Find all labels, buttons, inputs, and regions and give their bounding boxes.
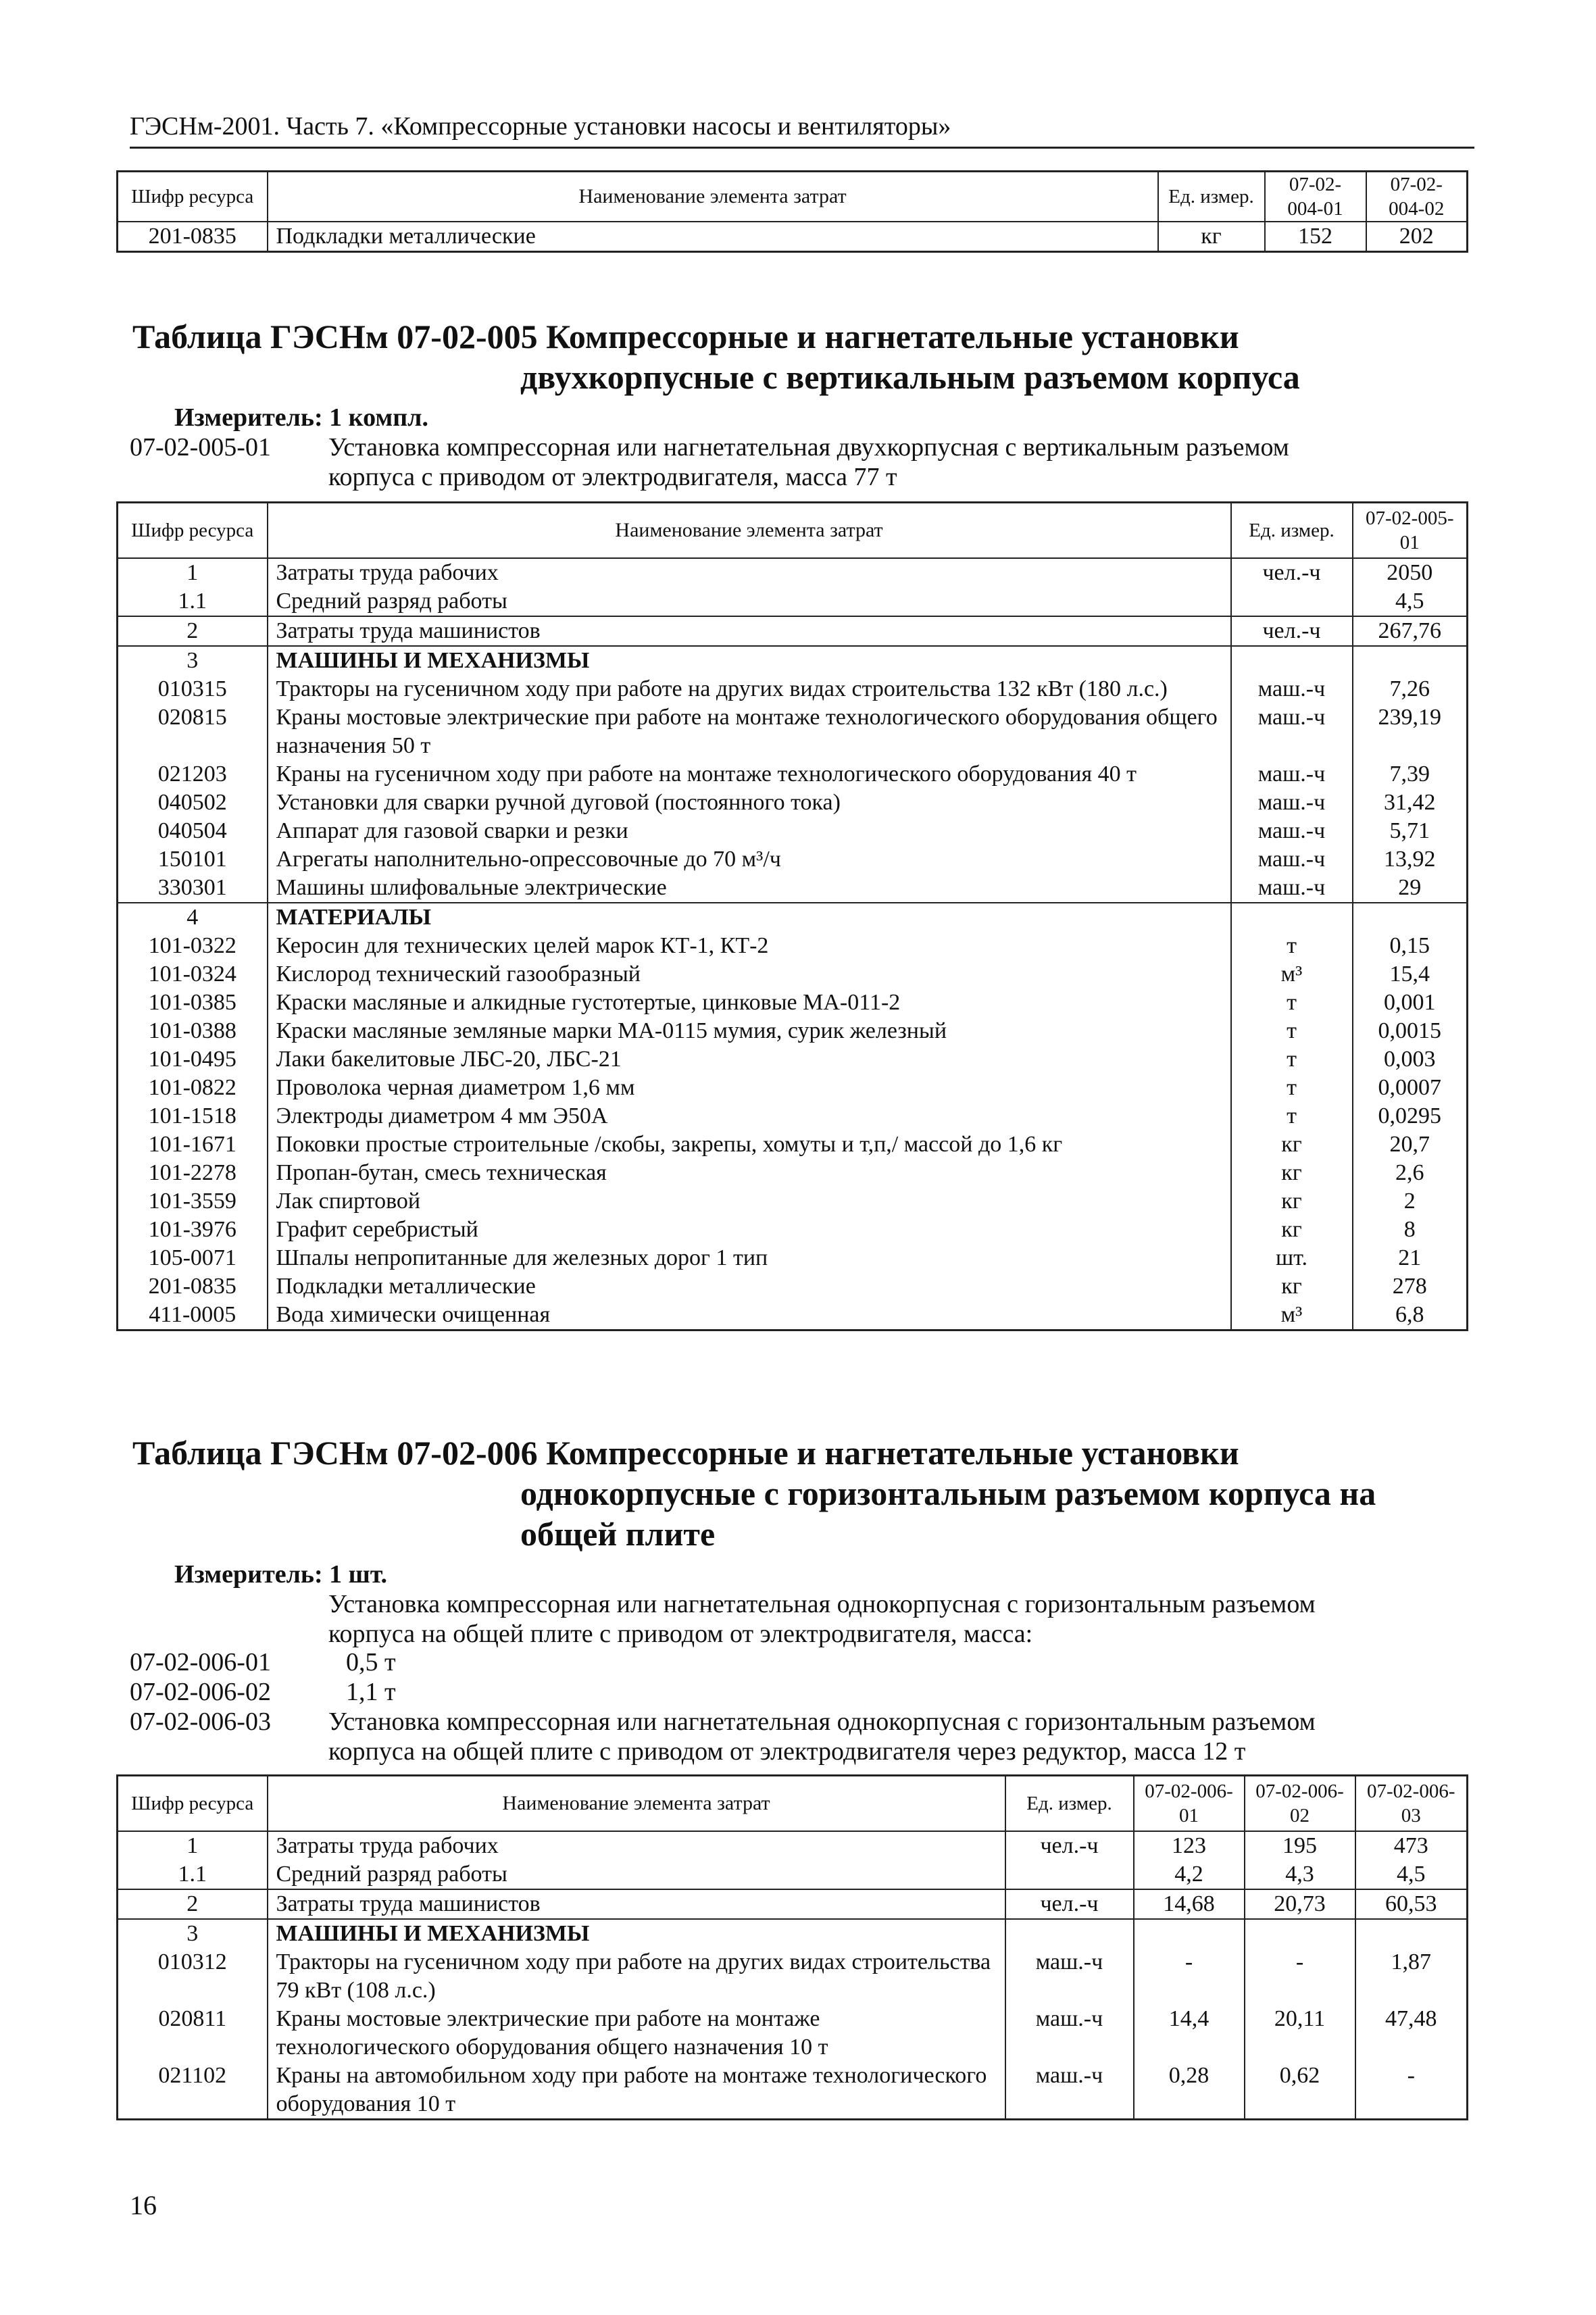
value-cell: 2 xyxy=(1353,1187,1468,1216)
resource-name-cell: Затраты труда машинистов xyxy=(268,616,1231,646)
resource-code-cell: 020811 xyxy=(118,2005,268,2062)
resource-code-cell: 4 xyxy=(118,903,268,932)
value-cell: 5,71 xyxy=(1353,817,1468,845)
resource-code-cell: 101-1518 xyxy=(118,1102,268,1130)
unit-cell: кг xyxy=(1231,1216,1353,1244)
value-cell: - xyxy=(1355,2062,1468,2120)
value-cell: 4,2 xyxy=(1134,1860,1245,1889)
title-line: Таблица ГЭСНм 07-02-006 Компрессорные и нагнетательные установки xyxy=(132,1434,1239,1472)
resource-code-cell: 150101 xyxy=(118,845,268,874)
unit-cell: маш.-ч xyxy=(1231,675,1353,703)
page-number: 16 xyxy=(130,2190,157,2220)
resource-name-cell: Проволока черная диаметром 1,6 мм xyxy=(268,1074,1231,1102)
col-head-price: 07-02-004-02 xyxy=(1366,172,1468,222)
resource-code-cell: 411-0005 xyxy=(118,1301,268,1330)
unit-cell: кг xyxy=(1231,1130,1353,1159)
unit-cell xyxy=(1231,903,1353,932)
resource-name-cell: МАШИНЫ И МЕХАНИЗМЫ xyxy=(268,1919,1005,1948)
resource-code-cell: 201-0835 xyxy=(118,222,268,252)
resource-code-cell: 1 xyxy=(118,558,268,587)
resource-table-006 xyxy=(116,1774,1468,2120)
resource-code-cell: 1.1 xyxy=(118,1860,268,1889)
table-row xyxy=(118,1244,1468,1272)
intro-text xyxy=(328,1589,1474,1649)
unit-cell: т xyxy=(1231,1074,1353,1102)
unit-cell xyxy=(1005,1919,1134,1948)
price-text: 1,1 т xyxy=(346,1678,396,1706)
table-row xyxy=(118,1831,1468,1860)
unit-cell: т xyxy=(1231,1102,1353,1130)
unit-cell: кг xyxy=(1231,1187,1353,1216)
resource-name-cell: Электроды диаметром 4 мм Э50А xyxy=(268,1102,1231,1130)
resource-name-cell: Затраты труда рабочих xyxy=(268,558,1231,587)
resource-code-cell: 101-0322 xyxy=(118,932,268,960)
intro-line: Установка компрессорная или нагнетательная однокорпусная с горизонтальным разъемом xyxy=(328,1590,1316,1618)
value-cell: 473 xyxy=(1355,1831,1468,1860)
table-row xyxy=(118,1272,1468,1301)
value-cell: 2,6 xyxy=(1353,1159,1468,1187)
desc-line: Установка компрессорная или нагнетательная двухкорпусная с вертикальным разъемом xyxy=(328,433,1289,462)
value-cell: 21 xyxy=(1353,1244,1468,1272)
price-item xyxy=(130,1677,1474,1707)
resource-name-cell: Краны на автомобильном ходу при работе на монтаже технологического оборудования 10 т xyxy=(268,2062,1005,2120)
table-row xyxy=(118,1074,1468,1102)
unit-cell: м³ xyxy=(1231,960,1353,989)
resource-name-cell: Средний разряд работы xyxy=(268,587,1231,616)
resource-name-cell: Кислород технический газообразный xyxy=(268,960,1231,989)
table-row xyxy=(118,789,1468,817)
unit-cell: маш.-ч xyxy=(1231,760,1353,789)
table-group-row xyxy=(118,646,1468,675)
table-row xyxy=(118,1017,1468,1045)
price-description xyxy=(130,432,1474,493)
unit-cell: чел.-ч xyxy=(1005,1831,1134,1860)
resource-code-cell: 2 xyxy=(118,616,268,646)
title-line: однокорпусные с горизонтальным разъемом корпуса на xyxy=(520,1474,1376,1512)
resource-name-cell: Краны мостовые электрические при работе на монтаже технологического оборудования общего назначения 50 т xyxy=(268,703,1231,760)
col-head-price: 07-02-006-03 xyxy=(1355,1776,1468,1831)
value-cell xyxy=(1355,1919,1468,1948)
col-head-name: Наименование элемента затрат xyxy=(268,172,1158,222)
table-row xyxy=(118,845,1468,874)
resource-name-cell: Тракторы на гусеничном ходу при работе на других видах строительства 132 кВт (180 л.с.) xyxy=(268,675,1231,703)
value-cell: 0,62 xyxy=(1245,2062,1355,2120)
resource-code-cell: 3 xyxy=(118,646,268,675)
value-cell xyxy=(1245,1919,1355,1948)
value-cell: 31,42 xyxy=(1353,789,1468,817)
value-cell: - xyxy=(1245,1948,1355,2005)
value-cell: 29 xyxy=(1353,874,1468,903)
table-row xyxy=(118,1216,1468,1244)
resource-name-cell: Подкладки металлические xyxy=(268,1272,1231,1301)
value-cell: 6,8 xyxy=(1353,1301,1468,1330)
value-cell: 14,68 xyxy=(1134,1889,1245,1919)
col-head-unit: Ед. измер. xyxy=(1158,172,1265,222)
resource-name-cell: Краны мостовые электрические при работе на монтаже технологического оборудования общего назначения 10 т xyxy=(268,2005,1005,2062)
resource-name-cell: Пропан-бутан, смесь техническая xyxy=(268,1159,1231,1187)
unit-cell: т xyxy=(1231,1045,1353,1074)
desc-line: корпуса с приводом от электродвигателя, масса 77 т xyxy=(328,463,897,491)
value-cell: - xyxy=(1134,1948,1245,2005)
resource-name-cell: Аппарат для газовой сварки и резки xyxy=(268,817,1231,845)
table-row xyxy=(118,222,1468,252)
value-cell: 4,3 xyxy=(1245,1860,1355,1889)
resource-code-cell: 1.1 xyxy=(118,587,268,616)
resource-code-cell: 010312 xyxy=(118,1948,268,2005)
table-row xyxy=(118,1301,1468,1330)
value-cell: 0,001 xyxy=(1353,989,1468,1017)
value-cell: 0,0007 xyxy=(1353,1074,1468,1102)
value-cell: 1,87 xyxy=(1355,1948,1468,2005)
resource-code-cell: 105-0071 xyxy=(118,1244,268,1272)
price-text: 0,5 т xyxy=(346,1648,396,1676)
value-cell: 60,53 xyxy=(1355,1889,1468,1919)
table-row xyxy=(118,703,1468,760)
value-cell: 0,0295 xyxy=(1353,1102,1468,1130)
resource-name-cell: Краски масляные и алкидные густотертые, цинковые МА-011-2 xyxy=(268,989,1231,1017)
value-cell xyxy=(1134,1919,1245,1948)
unit-cell: маш.-ч xyxy=(1231,817,1353,845)
value-cell: 4,5 xyxy=(1353,587,1468,616)
resource-name-cell: Затраты труда рабочих xyxy=(268,1831,1005,1860)
value-cell: 0,003 xyxy=(1353,1045,1468,1074)
continuation-table xyxy=(116,170,1468,253)
meter-label: Измеритель: xyxy=(174,1560,323,1589)
table-row xyxy=(118,960,1468,989)
value-cell: 202 xyxy=(1366,222,1468,252)
table-row xyxy=(118,1159,1468,1187)
value-cell: 278 xyxy=(1353,1272,1468,1301)
col-head-price: 07-02-004-01 xyxy=(1265,172,1366,222)
resource-name-cell: Агрегаты наполнительно-опрессовочные до 70 м³/ч xyxy=(268,845,1231,874)
meter-value: 1 компл. xyxy=(329,403,428,432)
resource-code-cell: 101-0324 xyxy=(118,960,268,989)
resource-code-cell: 021102 xyxy=(118,2062,268,2120)
unit-cell: кг xyxy=(1231,1272,1353,1301)
value-cell: 14,4 xyxy=(1134,2005,1245,2062)
col-head-price: 07-02-006-01 xyxy=(1134,1776,1245,1831)
meter-value: 1 шт. xyxy=(329,1560,388,1589)
resource-code-cell: 3 xyxy=(118,1919,268,1948)
table-row xyxy=(118,2062,1468,2120)
table-row xyxy=(118,989,1468,1017)
meter-005 xyxy=(174,403,428,432)
price-code: 07-02-006-03 xyxy=(130,1708,271,1736)
resource-code-cell: 101-2278 xyxy=(118,1159,268,1187)
col-head-code: Шифр ресурса xyxy=(118,503,268,558)
resource-code-cell: 021203 xyxy=(118,760,268,789)
col-head-price: 07-02-006-02 xyxy=(1245,1776,1355,1831)
table-title-006 xyxy=(132,1433,1376,1554)
table-row xyxy=(118,1102,1468,1130)
price-code: 07-02-005-01 xyxy=(130,433,271,462)
value-cell: 267,76 xyxy=(1353,616,1468,646)
unit-cell: т xyxy=(1231,932,1353,960)
resource-code-cell: 101-0388 xyxy=(118,1017,268,1045)
resource-code-cell: 101-0385 xyxy=(118,989,268,1017)
resource-code-cell: 101-3976 xyxy=(118,1216,268,1244)
table-group-row xyxy=(118,903,1468,932)
value-cell: 47,48 xyxy=(1355,2005,1468,2062)
resource-name-cell: МАТЕРИАЛЫ xyxy=(268,903,1231,932)
table-row xyxy=(118,874,1468,903)
value-cell: 20,7 xyxy=(1353,1130,1468,1159)
value-cell: 8 xyxy=(1353,1216,1468,1244)
resource-code-cell: 201-0835 xyxy=(118,1272,268,1301)
unit-cell: чел.-ч xyxy=(1005,1889,1134,1919)
value-cell: 239,19 xyxy=(1353,703,1468,760)
unit-cell: маш.-ч xyxy=(1005,1948,1134,2005)
unit-cell: маш.-ч xyxy=(1231,845,1353,874)
resource-name-cell: Средний разряд работы xyxy=(268,1860,1005,1889)
col-head-unit: Ед. измер. xyxy=(1005,1776,1134,1831)
value-cell xyxy=(1353,646,1468,675)
table-row xyxy=(118,1860,1468,1889)
table-row xyxy=(118,558,1468,587)
unit-cell: маш.-ч xyxy=(1005,2062,1134,2120)
value-cell: 7,26 xyxy=(1353,675,1468,703)
resource-name-cell: Поковки простые строительные /скобы, закрепы, хомуты и т,п,/ массой до 1,6 кг xyxy=(268,1130,1231,1159)
unit-cell: чел.-ч xyxy=(1231,616,1353,646)
resource-name-cell: Краны на гусеничном ходу при работе на монтаже технологического оборудования 40 т xyxy=(268,760,1231,789)
running-header: ГЭСНм-2001. Часть 7. «Компрессорные установки насосы и вентиляторы» xyxy=(130,110,1474,149)
price-code: 07-02-006-01 xyxy=(130,1648,271,1676)
price-text xyxy=(328,432,1474,492)
value-cell: 123 xyxy=(1134,1831,1245,1860)
value-cell: 0,15 xyxy=(1353,932,1468,960)
resource-name-cell: Шпалы непропитанные для железных дорог 1 тип xyxy=(268,1244,1231,1272)
value-cell: 15,4 xyxy=(1353,960,1468,989)
table-row xyxy=(118,817,1468,845)
resource-name-cell: Вода химически очищенная xyxy=(268,1301,1231,1330)
title-line: двухкорпусные с вертикальным разъемом корпуса xyxy=(520,358,1300,396)
value-cell: 195 xyxy=(1245,1831,1355,1860)
table-row xyxy=(118,1045,1468,1074)
table-row xyxy=(118,760,1468,789)
resource-name-cell: Подкладки металлические xyxy=(268,222,1158,252)
value-cell: 0,0015 xyxy=(1353,1017,1468,1045)
price-text xyxy=(328,1707,1474,1766)
table-row xyxy=(118,587,1468,616)
resource-code-cell: 330301 xyxy=(118,874,268,903)
value-cell xyxy=(1353,903,1468,932)
unit-cell xyxy=(1231,587,1353,616)
resource-name-cell: Краски масляные земляные марки МА-0115 мумия, сурик железный xyxy=(268,1017,1231,1045)
col-head-code: Шифр ресурса xyxy=(118,172,268,222)
table-row xyxy=(118,616,1468,646)
resource-name-cell: МАШИНЫ И МЕХАНИЗМЫ xyxy=(268,646,1231,675)
resource-name-cell: Графит серебристый xyxy=(268,1216,1231,1244)
unit-cell xyxy=(1005,1860,1134,1889)
unit-cell: кг xyxy=(1158,222,1265,252)
price-item xyxy=(130,1647,1474,1677)
value-cell: 13,92 xyxy=(1353,845,1468,874)
unit-cell: маш.-ч xyxy=(1231,703,1353,760)
table-row xyxy=(118,1889,1468,1919)
unit-cell: шт. xyxy=(1231,1244,1353,1272)
col-head-name: Наименование элемента затрат xyxy=(268,1776,1005,1831)
table-group-row xyxy=(118,1919,1468,1948)
unit-cell: маш.-ч xyxy=(1231,874,1353,903)
price-code: 07-02-006-02 xyxy=(130,1678,271,1706)
value-cell: 20,11 xyxy=(1245,2005,1355,2062)
resource-code-cell: 101-0495 xyxy=(118,1045,268,1074)
resource-code-cell: 101-3559 xyxy=(118,1187,268,1216)
title-line: Таблица ГЭСНм 07-02-005 Компрессорные и нагнетательные установки xyxy=(132,318,1239,355)
table-row xyxy=(118,1948,1468,2005)
table-row xyxy=(118,1187,1468,1216)
resource-code-cell: 040502 xyxy=(118,789,268,817)
unit-cell: кг xyxy=(1231,1159,1353,1187)
price-description xyxy=(130,1707,1474,1768)
unit-cell: чел.-ч xyxy=(1231,558,1353,587)
resource-name-cell: Машины шлифовальные электрические xyxy=(268,874,1231,903)
resource-code-cell: 1 xyxy=(118,1831,268,1860)
desc-line: корпуса на общей плите с приводом от электродвигателя через редуктор, масса 12 т xyxy=(328,1737,1246,1766)
table-row xyxy=(118,932,1468,960)
resource-name-cell: Затраты труда машинистов xyxy=(268,1889,1005,1919)
resource-name-cell: Тракторы на гусеничном ходу при работе на других видах строительства 79 кВт (108 л.с.) xyxy=(268,1948,1005,2005)
col-head-price: 07-02-005-01 xyxy=(1353,503,1468,558)
resource-code-cell: 101-1671 xyxy=(118,1130,268,1159)
title-line: общей плите xyxy=(520,1515,716,1553)
resource-code-cell: 2 xyxy=(118,1889,268,1919)
unit-cell xyxy=(1231,646,1353,675)
desc-line: Установка компрессорная или нагнетательная однокорпусная с горизонтальным разъемом xyxy=(328,1708,1316,1736)
meter-label: Измеритель: xyxy=(174,403,323,432)
unit-cell: маш.-ч xyxy=(1231,789,1353,817)
value-cell: 2050 xyxy=(1353,558,1468,587)
table-row xyxy=(118,675,1468,703)
resource-code-cell: 040504 xyxy=(118,817,268,845)
col-head-unit: Ед. измер. xyxy=(1231,503,1353,558)
table-row xyxy=(118,2005,1468,2062)
unit-cell: маш.-ч xyxy=(1005,2005,1134,2062)
resource-name-cell: Керосин для технических целей марок КТ-1, КТ-2 xyxy=(268,932,1231,960)
table-row xyxy=(118,1130,1468,1159)
resource-code-cell: 010315 xyxy=(118,675,268,703)
table-title-005 xyxy=(132,316,1300,397)
resource-name-cell: Лак спиртовой xyxy=(268,1187,1231,1216)
value-cell: 152 xyxy=(1265,222,1366,252)
value-cell: 7,39 xyxy=(1353,760,1468,789)
value-cell: 20,73 xyxy=(1245,1889,1355,1919)
value-cell: 4,5 xyxy=(1355,1860,1468,1889)
unit-cell: т xyxy=(1231,989,1353,1017)
col-head-name: Наименование элемента затрат xyxy=(268,503,1231,558)
resource-code-cell: 020815 xyxy=(118,703,268,760)
resource-name-cell: Установки для сварки ручной дуговой (постоянного тока) xyxy=(268,789,1231,817)
unit-cell: м³ xyxy=(1231,1301,1353,1330)
resource-code-cell: 101-0822 xyxy=(118,1074,268,1102)
meter-006 xyxy=(174,1560,387,1589)
resource-table-005 xyxy=(116,501,1468,1331)
unit-cell: т xyxy=(1231,1017,1353,1045)
intro-line: корпуса на общей плите с приводом от электродвигателя, масса: xyxy=(328,1620,1033,1648)
resource-name-cell: Лаки бакелитовые ЛБС-20, ЛБС-21 xyxy=(268,1045,1231,1074)
value-cell: 0,28 xyxy=(1134,2062,1245,2120)
col-head-code: Шифр ресурса xyxy=(118,1776,268,1831)
price-intro xyxy=(130,1589,1474,1650)
